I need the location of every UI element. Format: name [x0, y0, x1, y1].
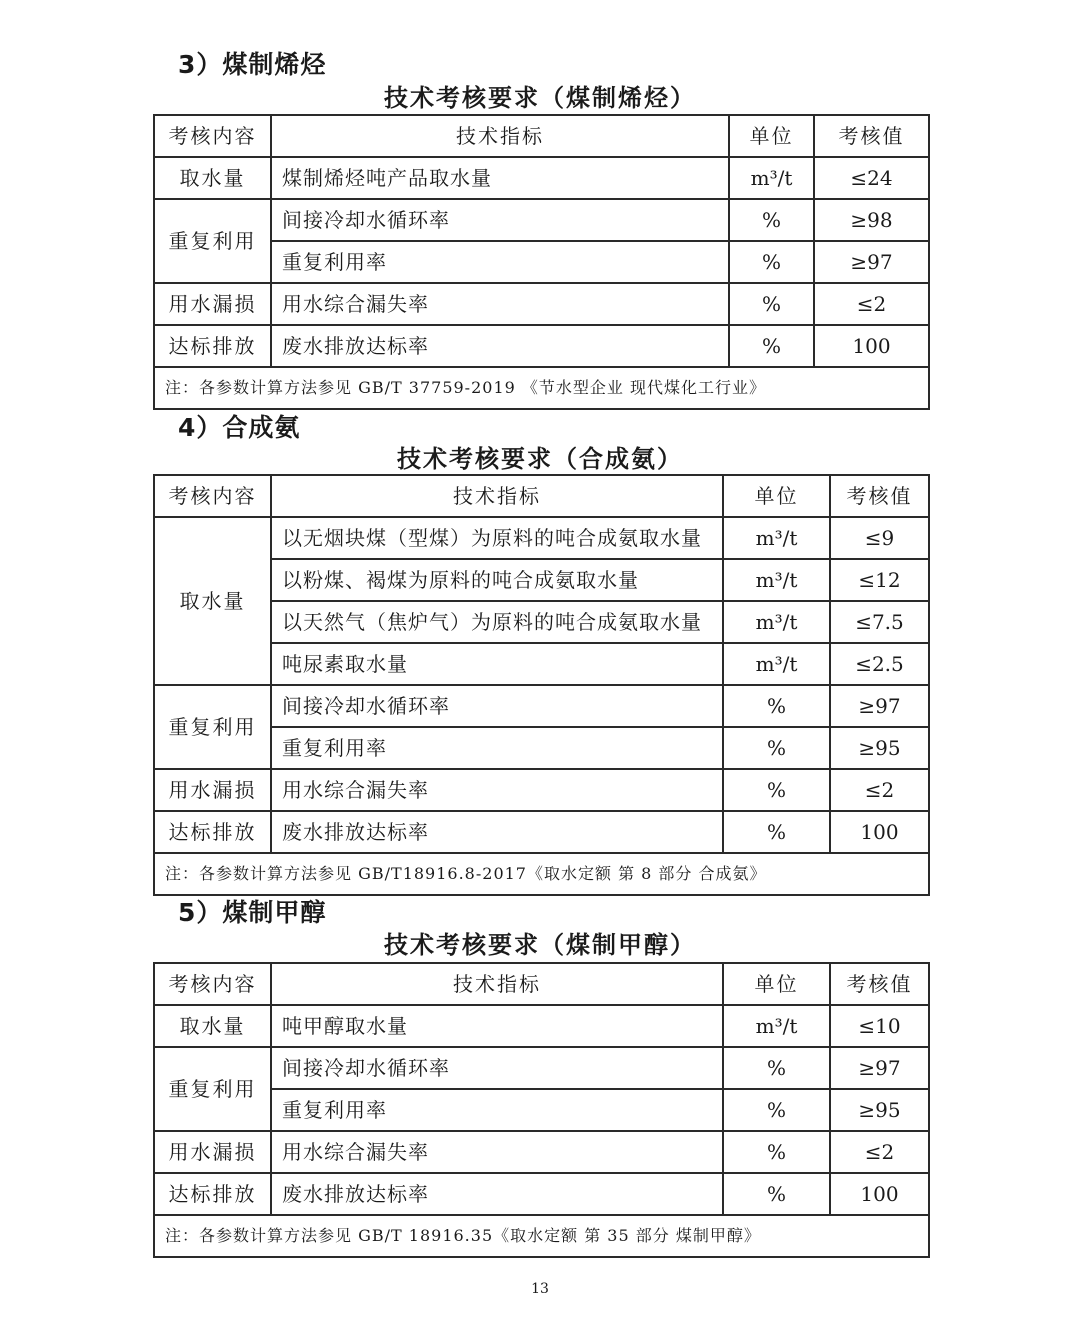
- category-cell: 用水漏损: [154, 1131, 271, 1173]
- requirements-table: [153, 114, 930, 410]
- unit-cell: %: [723, 1131, 830, 1173]
- indicator-cell: 用水综合漏失率: [271, 1131, 723, 1173]
- table-row: [154, 811, 929, 853]
- table-row: [154, 1005, 929, 1047]
- table-row: [154, 559, 929, 601]
- table-header-row: [154, 115, 929, 157]
- table-header-row: [154, 475, 929, 517]
- table-note-row: [154, 1215, 929, 1257]
- header-cell: 考核内容: [154, 475, 271, 517]
- requirements-table: [153, 962, 930, 1258]
- unit-cell: %: [723, 727, 830, 769]
- indicator-cell: 用水综合漏失率: [271, 769, 723, 811]
- indicator-cell: 重复利用率: [271, 727, 723, 769]
- value-cell: ≥97: [814, 241, 929, 283]
- table-row: [154, 325, 929, 367]
- category-cell: 重复利用: [154, 685, 271, 769]
- table-row: [154, 517, 929, 559]
- table-note: 注：各参数计算方法参见 GB/T18916.8-2017《取水定额 第 8 部分 合成氨》: [154, 853, 929, 895]
- indicator-cell: 煤制烯烃吨产品取水量: [271, 157, 729, 199]
- value-cell: ≥98: [814, 199, 929, 241]
- table-row: [154, 643, 929, 685]
- table-header-row: [154, 963, 929, 1005]
- value-cell: ≥97: [830, 685, 929, 727]
- table-row: [154, 1173, 929, 1215]
- table-row: [154, 241, 929, 283]
- header-cell: 技术指标: [271, 963, 723, 1005]
- table-caption: 技术考核要求（合成氨）: [397, 445, 683, 473]
- unit-cell: %: [723, 685, 830, 727]
- indicator-cell: 以天然气（焦炉气）为原料的吨合成氨取水量: [271, 601, 723, 643]
- header-cell: 单位: [723, 475, 830, 517]
- category-cell: 重复利用: [154, 199, 271, 283]
- table-row: [154, 685, 929, 727]
- indicator-cell: 重复利用率: [271, 241, 729, 283]
- value-cell: ≤2: [830, 1131, 929, 1173]
- header-cell: 单位: [723, 963, 830, 1005]
- indicator-cell: 间接冷却水循环率: [271, 1047, 723, 1089]
- unit-cell: m³/t: [723, 1005, 830, 1047]
- table-row: [154, 1047, 929, 1089]
- category-cell: 达标排放: [154, 325, 271, 367]
- section-heading: 3）煤制烯烃: [178, 50, 327, 79]
- table-row: [154, 601, 929, 643]
- table-row: [154, 1089, 929, 1131]
- category-cell: 用水漏损: [154, 769, 271, 811]
- indicator-cell: 吨尿素取水量: [271, 643, 723, 685]
- value-cell: ≥95: [830, 1089, 929, 1131]
- unit-cell: %: [729, 241, 814, 283]
- section-heading: 4）合成氨: [178, 413, 301, 442]
- unit-cell: m³/t: [729, 157, 814, 199]
- indicator-cell: 废水排放达标率: [271, 1173, 723, 1215]
- value-cell: ≥97: [830, 1047, 929, 1089]
- value-cell: ≤12: [830, 559, 929, 601]
- table-row: [154, 199, 929, 241]
- indicator-cell: 以无烟块煤（型煤）为原料的吨合成氨取水量: [271, 517, 723, 559]
- indicator-cell: 用水综合漏失率: [271, 283, 729, 325]
- header-cell: 考核内容: [154, 115, 271, 157]
- page-number: 13: [531, 1281, 549, 1297]
- unit-cell: %: [729, 325, 814, 367]
- value-cell: 100: [814, 325, 929, 367]
- category-cell: 达标排放: [154, 811, 271, 853]
- table-row: [154, 283, 929, 325]
- indicator-cell: 以粉煤、褐煤为原料的吨合成氨取水量: [271, 559, 723, 601]
- value-cell: ≥95: [830, 727, 929, 769]
- unit-cell: %: [729, 283, 814, 325]
- value-cell: ≤24: [814, 157, 929, 199]
- table-caption: 技术考核要求（煤制甲醇）: [384, 931, 696, 959]
- table-row: [154, 769, 929, 811]
- value-cell: ≤2: [814, 283, 929, 325]
- table-row: [154, 1131, 929, 1173]
- unit-cell: %: [723, 811, 830, 853]
- indicator-cell: 间接冷却水循环率: [271, 685, 723, 727]
- unit-cell: m³/t: [723, 517, 830, 559]
- header-cell: 技术指标: [271, 475, 723, 517]
- value-cell: ≤9: [830, 517, 929, 559]
- category-cell: 达标排放: [154, 1173, 271, 1215]
- table-caption: 技术考核要求（煤制烯烃）: [384, 84, 696, 112]
- category-cell: 取水量: [154, 157, 271, 199]
- indicator-cell: 吨甲醇取水量: [271, 1005, 723, 1047]
- value-cell: ≤2: [830, 769, 929, 811]
- unit-cell: %: [723, 1173, 830, 1215]
- unit-cell: %: [723, 1089, 830, 1131]
- requirements-table: [153, 474, 930, 896]
- unit-cell: m³/t: [723, 601, 830, 643]
- indicator-cell: 废水排放达标率: [271, 325, 729, 367]
- table-note: 注：各参数计算方法参见 GB/T 18916.35《取水定额 第 35 部分 煤制甲醇》: [154, 1215, 929, 1257]
- category-cell: 取水量: [154, 1005, 271, 1047]
- value-cell: ≤10: [830, 1005, 929, 1047]
- table-row: [154, 157, 929, 199]
- category-cell: 取水量: [154, 517, 271, 685]
- unit-cell: %: [723, 1047, 830, 1089]
- indicator-cell: 间接冷却水循环率: [271, 199, 729, 241]
- value-cell: 100: [830, 1173, 929, 1215]
- value-cell: 100: [830, 811, 929, 853]
- unit-cell: %: [723, 769, 830, 811]
- value-cell: ≤2.5: [830, 643, 929, 685]
- header-cell: 考核值: [814, 115, 929, 157]
- unit-cell: m³/t: [723, 559, 830, 601]
- indicator-cell: 重复利用率: [271, 1089, 723, 1131]
- header-cell: 考核内容: [154, 963, 271, 1005]
- indicator-cell: 废水排放达标率: [271, 811, 723, 853]
- table-row: [154, 727, 929, 769]
- header-cell: 考核值: [830, 963, 929, 1005]
- category-cell: 用水漏损: [154, 283, 271, 325]
- table-note-row: [154, 367, 929, 409]
- table-note: 注：各参数计算方法参见 GB/T 37759-2019 《节水型企业 现代煤化工行业》: [154, 367, 929, 409]
- header-cell: 考核值: [830, 475, 929, 517]
- value-cell: ≤7.5: [830, 601, 929, 643]
- section-heading: 5）煤制甲醇: [178, 898, 327, 927]
- table-note-row: [154, 853, 929, 895]
- header-cell: 技术指标: [271, 115, 729, 157]
- category-cell: 重复利用: [154, 1047, 271, 1131]
- unit-cell: %: [729, 199, 814, 241]
- header-cell: 单位: [729, 115, 814, 157]
- unit-cell: m³/t: [723, 643, 830, 685]
